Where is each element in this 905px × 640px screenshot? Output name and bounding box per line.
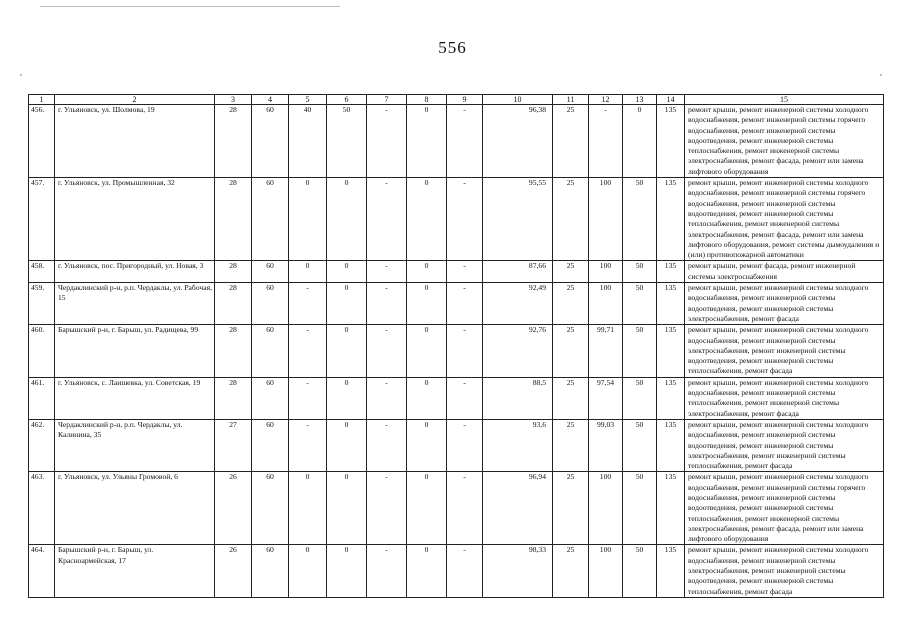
- works-cell: ремонт крыши, ремонт инженерной системы холодного водоснабжения, ремонт инженерной системы водоотведения, ремонт инженерной системы электроснабжения, ремонт фасада: [685, 283, 884, 325]
- col12-cell: 100: [589, 472, 623, 545]
- row-number: 457.: [29, 178, 55, 261]
- table-row: [29, 545, 884, 597]
- col13-cell: 50: [623, 472, 657, 545]
- address-cell: г. Ульяновск, с. Лаишевка, ул. Советская, 19: [55, 377, 215, 419]
- column-header-14: 14: [657, 95, 685, 105]
- col10-cell: 87,66: [483, 261, 553, 283]
- col4-cell: 60: [252, 105, 289, 178]
- col14-cell: 135: [657, 419, 685, 471]
- row-number: 464.: [29, 545, 55, 597]
- works-cell: ремонт крыши, ремонт инженерной системы холодного водоснабжения, ремонт инженерной системы горячего водоснабжения, ремонт инженерной системы водоотведения, ремонт инженерной системы теплоснабжения, ремонт инженерной системы электроснабжения, ремонт фасада, ремонт или замена лифтового оборудования: [685, 472, 884, 545]
- col3-cell: 28: [215, 377, 252, 419]
- col14-cell: 135: [657, 178, 685, 261]
- scan-line: [40, 6, 340, 7]
- works-cell: ремонт крыши, ремонт инженерной системы холодного водоснабжения, ремонт инженерной системы горячего водоснабжения, ремонт инженерной системы водоотведения, ремонт инженерной системы теплоснабжения, ремонт инженерной системы электроснабжения, ремонт фасада, ремонт или замена лифтового оборудования, ремонт системы дымоудаления и (или) противопожарной автоматики: [685, 178, 884, 261]
- works-cell: ремонт крыши, ремонт инженерной системы холодного водоснабжения, ремонт инженерной системы горячего водоснабжения, ремонт инженерной системы водоотведения, ремонт инженерной системы теплоснабжения, ремонт инженерной системы электроснабжения, ремонт фасада, ремонт или замена лифтового оборудования: [685, 105, 884, 178]
- address-cell: Барышский р-н, г. Барыш, ул. Радищева, 99: [55, 325, 215, 377]
- col4-cell: 60: [252, 545, 289, 597]
- table-row: [29, 261, 884, 283]
- table-row: [29, 283, 884, 325]
- col8-cell: 0: [407, 377, 447, 419]
- scan-dot: [20, 74, 22, 76]
- col5-cell: 0: [289, 178, 327, 261]
- col13-cell: 0: [623, 105, 657, 178]
- col3-cell: 27: [215, 419, 252, 471]
- col11-cell: 25: [553, 545, 589, 597]
- row-number: 458.: [29, 261, 55, 283]
- column-header-12: 12: [589, 95, 623, 105]
- col6-cell: 50: [327, 105, 367, 178]
- col9-cell: -: [447, 419, 483, 471]
- address-cell: г. Ульяновск, ул. Промышленная, 32: [55, 178, 215, 261]
- col12-cell: 100: [589, 283, 623, 325]
- works-cell: ремонт крыши, ремонт инженерной системы холодного водоснабжения, ремонт инженерной системы электроснабжения, ремонт инженерной системы водоотведения, ремонт инженерной системы теплоснабжения, ремонт фасада: [685, 325, 884, 377]
- column-header-11: 11: [553, 95, 589, 105]
- table-row: [29, 325, 884, 377]
- col8-cell: 0: [407, 472, 447, 545]
- col14-cell: 135: [657, 472, 685, 545]
- col7-cell: -: [367, 419, 407, 471]
- works-cell: ремонт крыши, ремонт инженерной системы холодного водоснабжения, ремонт инженерной системы водоотведения, ремонт инженерной системы электроснабжения, ремонт инженерной системы теплоснабжения, ремонт фасада: [685, 419, 884, 471]
- col3-cell: 28: [215, 105, 252, 178]
- table-row: [29, 472, 884, 545]
- row-number: 460.: [29, 325, 55, 377]
- works-cell: ремонт крыши, ремонт фасада, ремонт инженерной системы электроснабжения: [685, 261, 884, 283]
- col11-cell: 25: [553, 472, 589, 545]
- col6-cell: 0: [327, 419, 367, 471]
- col6-cell: 0: [327, 325, 367, 377]
- col4-cell: 60: [252, 419, 289, 471]
- address-cell: Чердаклинский р-н, р.п. Чердаклы, ул. Калинина, 35: [55, 419, 215, 471]
- col9-cell: -: [447, 261, 483, 283]
- col4-cell: 60: [252, 377, 289, 419]
- col14-cell: 135: [657, 283, 685, 325]
- col7-cell: -: [367, 178, 407, 261]
- col3-cell: 26: [215, 472, 252, 545]
- col6-cell: 0: [327, 261, 367, 283]
- col6-cell: 0: [327, 377, 367, 419]
- col12-cell: -: [589, 105, 623, 178]
- col8-cell: 0: [407, 178, 447, 261]
- col7-cell: -: [367, 377, 407, 419]
- col12-cell: 100: [589, 261, 623, 283]
- address-cell: г. Ульяновск, ул. Ульяны Громовой, 6: [55, 472, 215, 545]
- col12-cell: 100: [589, 178, 623, 261]
- col7-cell: -: [367, 472, 407, 545]
- col14-cell: 135: [657, 545, 685, 597]
- col13-cell: 50: [623, 377, 657, 419]
- col5-cell: -: [289, 419, 327, 471]
- col9-cell: -: [447, 283, 483, 325]
- works-cell: ремонт крыши, ремонт инженерной системы холодного водоснабжения, ремонт инженерной системы электроснабжения, ремонт инженерной системы водоотведения, ремонт инженерной системы теплоснабжения, ремонт фасада: [685, 545, 884, 597]
- col3-cell: 26: [215, 545, 252, 597]
- col7-cell: -: [367, 545, 407, 597]
- col8-cell: 0: [407, 325, 447, 377]
- col14-cell: 135: [657, 325, 685, 377]
- col8-cell: 0: [407, 105, 447, 178]
- col5-cell: 0: [289, 472, 327, 545]
- col12-cell: 99,71: [589, 325, 623, 377]
- row-number: 463.: [29, 472, 55, 545]
- col9-cell: -: [447, 472, 483, 545]
- row-number: 462.: [29, 419, 55, 471]
- col11-cell: 25: [553, 178, 589, 261]
- col10-cell: 92,76: [483, 325, 553, 377]
- col9-cell: -: [447, 178, 483, 261]
- row-number: 456.: [29, 105, 55, 178]
- page-number: 556: [438, 38, 467, 57]
- column-header-4: 4: [252, 95, 289, 105]
- col9-cell: -: [447, 545, 483, 597]
- col5-cell: -: [289, 283, 327, 325]
- col10-cell: 88,5: [483, 377, 553, 419]
- col4-cell: 60: [252, 325, 289, 377]
- col3-cell: 28: [215, 178, 252, 261]
- col11-cell: 25: [553, 325, 589, 377]
- col14-cell: 135: [657, 105, 685, 178]
- col11-cell: 25: [553, 105, 589, 178]
- column-header-3: 3: [215, 95, 252, 105]
- works-table: [28, 94, 884, 598]
- col4-cell: 60: [252, 261, 289, 283]
- col5-cell: -: [289, 325, 327, 377]
- col4-cell: 60: [252, 472, 289, 545]
- address-cell: Барышский р-н, г. Барыш, ул. Красноармейская, 17: [55, 545, 215, 597]
- column-header-6: 6: [327, 95, 367, 105]
- column-header-10: 10: [483, 95, 553, 105]
- row-number: 459.: [29, 283, 55, 325]
- col3-cell: 28: [215, 325, 252, 377]
- col8-cell: 0: [407, 283, 447, 325]
- col12-cell: 100: [589, 545, 623, 597]
- col4-cell: 60: [252, 178, 289, 261]
- col11-cell: 25: [553, 377, 589, 419]
- col7-cell: -: [367, 283, 407, 325]
- col10-cell: 92,49: [483, 283, 553, 325]
- column-header-7: 7: [367, 95, 407, 105]
- address-cell: г. Ульяновск, ул. Шолмова, 19: [55, 105, 215, 178]
- col11-cell: 25: [553, 419, 589, 471]
- col6-cell: 0: [327, 545, 367, 597]
- col8-cell: 0: [407, 261, 447, 283]
- col7-cell: -: [367, 325, 407, 377]
- col10-cell: 98,33: [483, 545, 553, 597]
- col3-cell: 28: [215, 283, 252, 325]
- col4-cell: 60: [252, 283, 289, 325]
- col5-cell: 40: [289, 105, 327, 178]
- table-row: [29, 105, 884, 178]
- col14-cell: 135: [657, 261, 685, 283]
- col13-cell: 50: [623, 261, 657, 283]
- column-header-13: 13: [623, 95, 657, 105]
- col12-cell: 99,03: [589, 419, 623, 471]
- col3-cell: 28: [215, 261, 252, 283]
- column-header-9: 9: [447, 95, 483, 105]
- table-row: [29, 377, 884, 419]
- row-number: 461.: [29, 377, 55, 419]
- col12-cell: 97,54: [589, 377, 623, 419]
- col14-cell: 135: [657, 377, 685, 419]
- address-cell: г. Ульяновск, пос. Пригородный, ул. Новая, 3: [55, 261, 215, 283]
- address-cell: Чердаклинский р-н, р.п. Чердаклы, ул. Рабочая, 15: [55, 283, 215, 325]
- column-header-2: 2: [55, 95, 215, 105]
- table-row: [29, 178, 884, 261]
- col9-cell: -: [447, 325, 483, 377]
- col11-cell: 25: [553, 283, 589, 325]
- col10-cell: 96,38: [483, 105, 553, 178]
- col10-cell: 96,94: [483, 472, 553, 545]
- header-row: [29, 95, 884, 105]
- col9-cell: -: [447, 377, 483, 419]
- col13-cell: 50: [623, 545, 657, 597]
- col5-cell: 0: [289, 261, 327, 283]
- col11-cell: 25: [553, 261, 589, 283]
- col10-cell: 93,6: [483, 419, 553, 471]
- works-cell: ремонт крыши, ремонт инженерной системы холодного водоснабжения, ремонт инженерной системы теплоснабжения, ремонт инженерной системы электроснабжения, ремонт фасада: [685, 377, 884, 419]
- col9-cell: -: [447, 105, 483, 178]
- col13-cell: 50: [623, 325, 657, 377]
- col6-cell: 0: [327, 178, 367, 261]
- col5-cell: 0: [289, 545, 327, 597]
- column-header-15: 15: [685, 95, 884, 105]
- column-header-8: 8: [407, 95, 447, 105]
- scan-dot: [880, 74, 882, 76]
- column-header-1: 1: [29, 95, 55, 105]
- col13-cell: 50: [623, 283, 657, 325]
- col10-cell: 95,55: [483, 178, 553, 261]
- col13-cell: 50: [623, 419, 657, 471]
- col5-cell: -: [289, 377, 327, 419]
- col6-cell: 0: [327, 283, 367, 325]
- col7-cell: -: [367, 261, 407, 283]
- col7-cell: -: [367, 105, 407, 178]
- table-row: [29, 419, 884, 471]
- col8-cell: 0: [407, 419, 447, 471]
- col6-cell: 0: [327, 472, 367, 545]
- col8-cell: 0: [407, 545, 447, 597]
- col13-cell: 50: [623, 178, 657, 261]
- column-header-5: 5: [289, 95, 327, 105]
